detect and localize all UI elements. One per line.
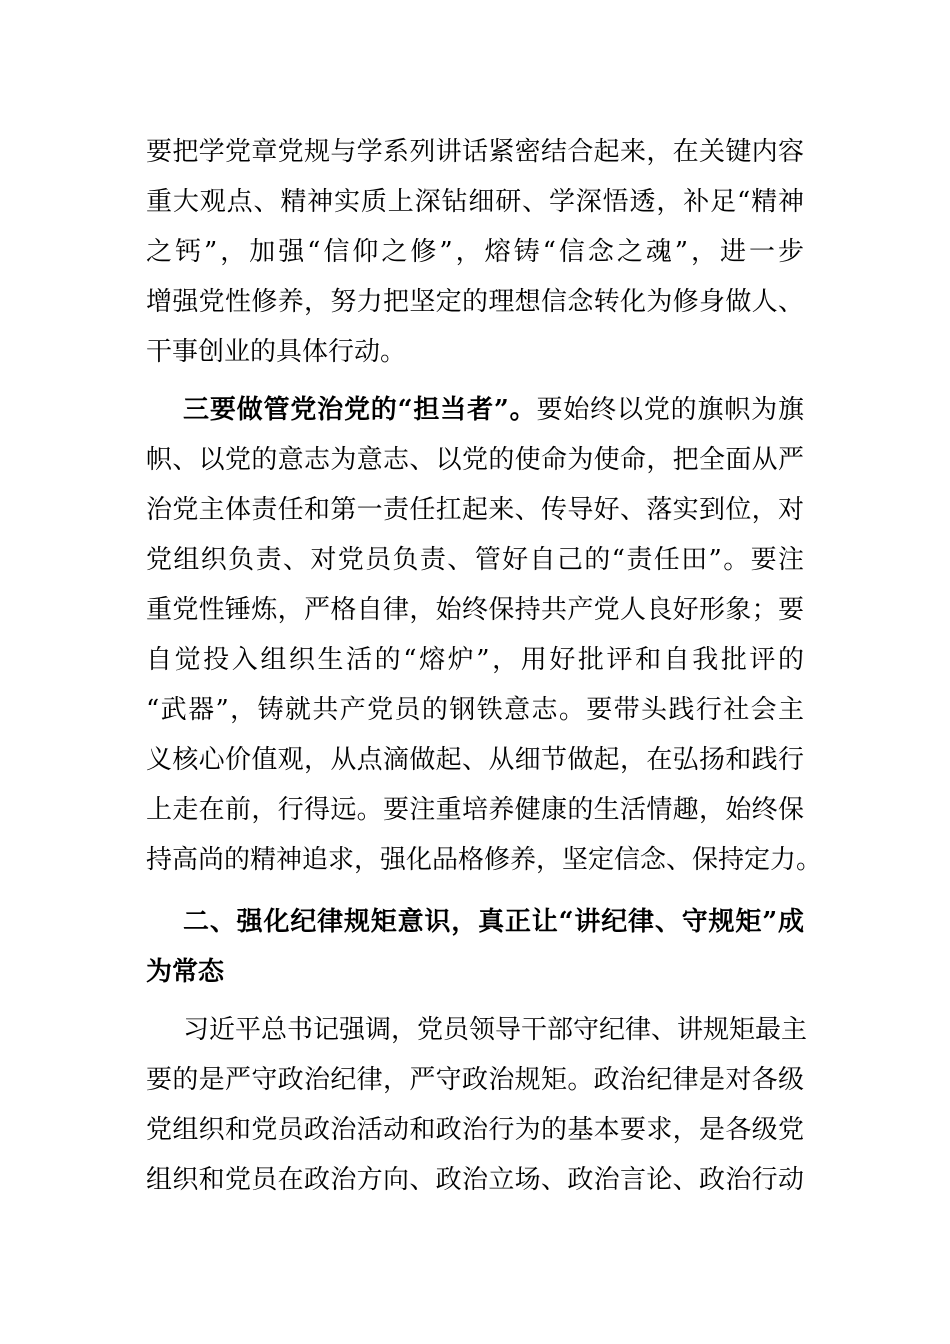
- text-line: 增强党性修养，努力把坚定的理想信念转化为修身做人、: [146, 287, 804, 317]
- text-line: 重党性锤炼，严格自律，始终保持共产党人良好形象；要: [146, 595, 804, 625]
- text-line: 持高尚的精神追求，强化品格修养，坚定信念、保持定力。: [146, 845, 823, 875]
- text-line: 党组织和党员政治活动和政治行为的基本要求，是各级党: [146, 1115, 804, 1145]
- text-line: 干事创业的具体行动。: [146, 337, 407, 367]
- text-line: 重大观点、精神实质上深钻细研、学深悟透，补足“精神: [146, 187, 804, 217]
- text-line: 组织和党员在政治方向、政治立场、政治言论、政治行动: [146, 1165, 804, 1195]
- text-line: “武器”，铸就共产党员的钢铁意志。要带头践行社会主: [146, 695, 804, 725]
- lead-continuation-text: 要始终以党的旗帜为旗: [536, 395, 804, 425]
- paragraph-lead-line: [183, 390, 804, 430]
- section-lead-heading: 三要做管党治党的“担当者”。: [183, 395, 537, 425]
- text-line: 帜、以党的意志为意志、以党的使命为使命，把全面从严: [146, 445, 804, 475]
- text-line: 义核心价值观，从点滴做起、从细节做起，在弘扬和践行: [146, 745, 804, 775]
- text-line: 自觉投入组织生活的“熔炉”，用好批评和自我批评的: [146, 645, 804, 675]
- text-line: 治党主体责任和第一责任扛起来、传导好、落实到位，对: [146, 495, 804, 525]
- text-line: 习近平总书记强调，党员领导干部守纪律、讲规矩最主: [183, 1015, 808, 1045]
- text-line: 要把学党章党规与学系列讲话紧密结合起来，在关键内容: [146, 137, 804, 167]
- text-line: 要的是严守政治纪律，严守政治规矩。政治纪律是对各级: [146, 1065, 804, 1095]
- text-line: 之钙”，加强“信仰之修”，熔铸“信念之魂”，进一步: [146, 237, 804, 267]
- section-heading: 二、强化纪律规矩意识，真正让“讲纪律、守规矩”成: [183, 907, 804, 937]
- text-line: 上走在前，行得远。要注重培养健康的生活情趣，始终保: [146, 795, 804, 825]
- text-line: 党组织负责、对党员负责、管好自己的“责任田”。要注: [146, 545, 804, 575]
- section-heading-continued: 为常态: [146, 957, 225, 987]
